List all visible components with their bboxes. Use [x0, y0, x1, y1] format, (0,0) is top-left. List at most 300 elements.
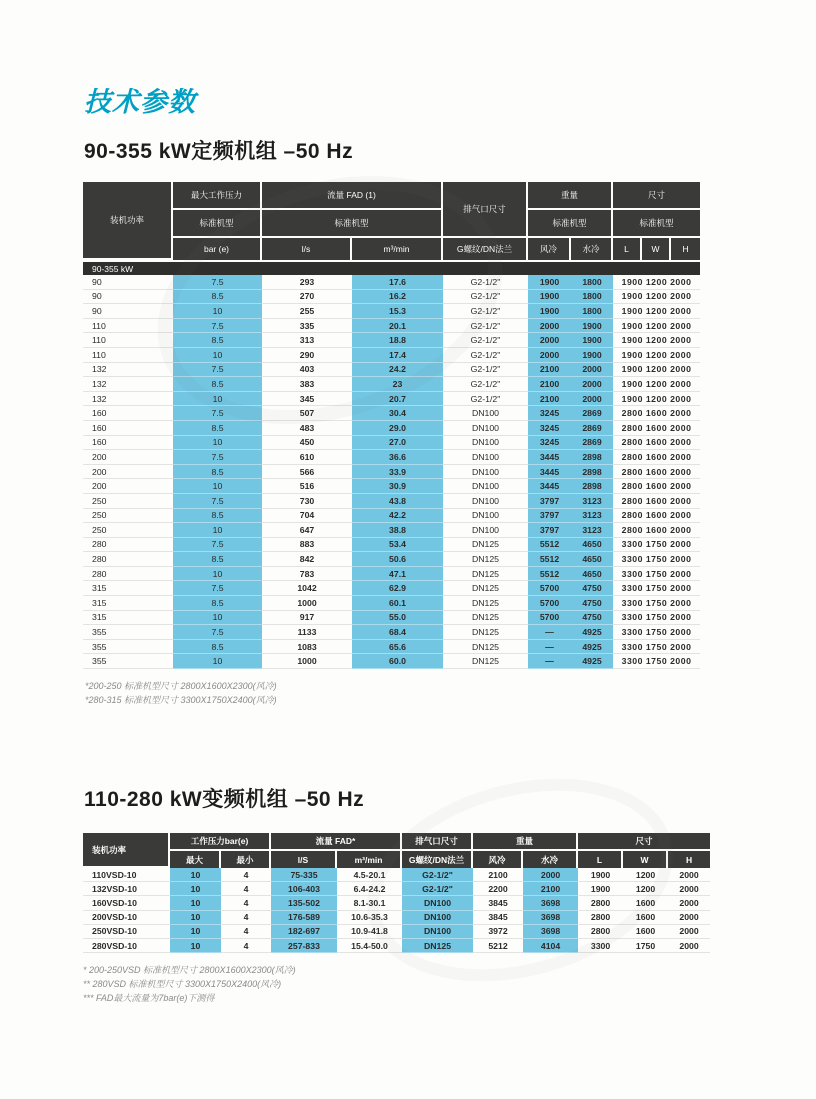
std-model-label: 标准机型 [262, 210, 443, 238]
table2-footnotes [83, 963, 816, 1005]
cell-flow-ls: 842 [262, 552, 352, 567]
cell-pressure-bar: 8.5 [173, 421, 262, 436]
cell-weight-air: 3797 [528, 523, 571, 538]
cell-flow-ls: 335 [262, 319, 352, 334]
cell-outlet-size: G2-1/2" [443, 275, 528, 290]
cell-pressure-min: 4 [221, 911, 271, 925]
cell-weight-water: 1900 [571, 319, 613, 334]
table-row [83, 911, 710, 925]
std-model-label: 标准机型 [528, 210, 613, 238]
cell-flow-ls: 883 [262, 538, 352, 553]
cell-dimensions: 2800 1600 2000 [613, 450, 700, 465]
cell-flow-ls: 255 [262, 304, 352, 319]
cell-pressure-bar: 10 [173, 523, 262, 538]
col-flow-fad: 流量 FAD (1) [262, 182, 443, 210]
cell-flow-m3min: 36.6 [352, 450, 443, 465]
cell-pressure-bar: 10 [173, 654, 262, 669]
cell-pressure-max: 10 [170, 882, 221, 896]
cell-weight-air: 3845 [473, 911, 523, 925]
header-row [83, 238, 700, 260]
table-row [83, 925, 710, 939]
cell-weight-water: 4650 [571, 538, 613, 553]
cell-flow-m3min: 23 [352, 377, 443, 392]
cell-weight-water: 3123 [571, 494, 613, 509]
cell-flow-m3min: 17.6 [352, 275, 443, 290]
cell-dimensions: 2800 1600 2000 [613, 494, 700, 509]
cell-flow-m3min: 65.6 [352, 640, 443, 655]
table-row [83, 509, 700, 524]
cell-outlet-size: DN125 [443, 552, 528, 567]
cell-power: 110 [83, 348, 173, 363]
cell-outlet-size: G2-1/2" [443, 319, 528, 334]
cell-flow-ls: 1133 [262, 625, 352, 640]
cell-flow-ls: 516 [262, 479, 352, 494]
cell-dimensions: 1900 1200 2000 [613, 275, 700, 290]
cell-weight-water: 3123 [571, 509, 613, 524]
cell-pressure-bar: 10 [173, 479, 262, 494]
cell-dim-h: 2000 [668, 868, 710, 882]
cell-power: 280 [83, 538, 173, 553]
cell-weight-air: 1900 [528, 275, 571, 290]
cell-weight-water: 4750 [571, 581, 613, 596]
cell-dim-w: 1600 [623, 896, 668, 910]
cell-outlet-size: DN100 [443, 523, 528, 538]
cell-model: 280VSD-10 [83, 939, 170, 953]
cell-flow-m3min: 68.4 [352, 625, 443, 640]
header-row [83, 210, 700, 238]
unit-min: 最小 [221, 851, 271, 868]
cell-pressure-bar: 10 [173, 611, 262, 626]
cell-power: 355 [83, 625, 173, 640]
cell-weight-air: 5700 [528, 611, 571, 626]
table-row [83, 406, 700, 421]
cell-outlet-size: G2-1/2" [443, 290, 528, 305]
cell-outlet-size: DN100 [402, 911, 473, 925]
std-model-label: 标准机型 [173, 210, 262, 238]
cell-weight-air: 5700 [528, 596, 571, 611]
cell-weight-water: 2000 [571, 392, 613, 407]
cell-pressure-bar: 10 [173, 436, 262, 451]
cell-weight-water: 1900 [571, 333, 613, 348]
col-installed-power: 装机功率 [83, 833, 170, 868]
table-row [83, 290, 700, 305]
cell-flow-m3min: 15.4-50.0 [337, 939, 402, 953]
cell-weight-air: 2200 [473, 882, 523, 896]
cell-flow-m3min: 27.0 [352, 436, 443, 451]
cell-dim-h: 2000 [668, 882, 710, 896]
cell-dimensions: 3300 1750 2000 [613, 625, 700, 640]
cell-flow-ls: 403 [262, 363, 352, 378]
cell-weight-water: 2898 [571, 465, 613, 480]
cell-weight-water: 4750 [571, 611, 613, 626]
table-row [83, 392, 700, 407]
unit-thread-flange: G螺纹/DN法兰 [443, 238, 528, 260]
unit-m3min: m³/min [352, 238, 443, 260]
cell-flow-ls: 345 [262, 392, 352, 407]
cell-outlet-size: DN125 [443, 625, 528, 640]
cell-flow-ls: 647 [262, 523, 352, 538]
cell-dimensions: 2800 1600 2000 [613, 421, 700, 436]
cell-pressure-bar: 8.5 [173, 509, 262, 524]
cell-pressure-bar: 8.5 [173, 465, 262, 480]
cell-power: 250 [83, 523, 173, 538]
table-row [83, 333, 700, 348]
header-row [83, 833, 710, 851]
cell-pressure-bar: 7.5 [173, 538, 262, 553]
cell-pressure-bar: 10 [173, 348, 262, 363]
cell-outlet-size: DN100 [443, 479, 528, 494]
cell-weight-water: 2869 [571, 406, 613, 421]
cell-pressure-bar: 8.5 [173, 290, 262, 305]
col-flow-fad: 流量 FAD* [271, 833, 402, 851]
cell-power: 280 [83, 567, 173, 582]
cell-weight-air: 2100 [528, 377, 571, 392]
cell-outlet-size: G2-1/2" [443, 363, 528, 378]
cell-dim-w: 1750 [623, 939, 668, 953]
cell-pressure-bar: 8.5 [173, 377, 262, 392]
cell-weight-water: 4104 [523, 939, 578, 953]
cell-flow-m3min: 10.9-41.8 [337, 925, 402, 939]
cell-pressure-bar: 10 [173, 567, 262, 582]
cell-flow-m3min: 24.2 [352, 363, 443, 378]
std-model-label: 标准机型 [613, 210, 700, 238]
page-title: 技术参数 [84, 87, 196, 117]
cell-flow-m3min: 20.1 [352, 319, 443, 334]
cell-outlet-size: G2-1/2" [443, 377, 528, 392]
cell-outlet-size: DN100 [402, 925, 473, 939]
cell-outlet-size: DN100 [443, 465, 528, 480]
unit-air-cooled: 风冷 [473, 851, 523, 868]
cell-dimensions: 3300 1750 2000 [613, 654, 700, 669]
cell-pressure-max: 10 [170, 896, 221, 910]
cell-model: 160VSD-10 [83, 896, 170, 910]
cell-flow-ls: 290 [262, 348, 352, 363]
cell-weight-air: 2100 [473, 868, 523, 882]
range-band-label: 90-355 kW [83, 260, 700, 275]
unit-ls: l/s [262, 238, 352, 260]
cell-pressure-bar: 7.5 [173, 363, 262, 378]
col-dimensions: 尺寸 [613, 182, 700, 210]
header-row [83, 851, 710, 868]
vsd-spec-table [83, 833, 710, 953]
cell-weight-water: 4750 [571, 596, 613, 611]
cell-weight-water: 1800 [571, 304, 613, 319]
cell-flow-m3min: 20.7 [352, 392, 443, 407]
cell-pressure-min: 4 [221, 925, 271, 939]
cell-weight-water: 1800 [571, 275, 613, 290]
cell-dimensions: 1900 1200 2000 [613, 333, 700, 348]
cell-dim-w: 1200 [623, 868, 668, 882]
cell-power: 355 [83, 640, 173, 655]
cell-weight-air: 5512 [528, 552, 571, 567]
footnote: * 200-250VSD 标准机型尺寸 2800X1600X2300(风冷) [83, 965, 296, 976]
cell-dimensions: 1900 1200 2000 [613, 392, 700, 407]
cell-pressure-bar: 8.5 [173, 333, 262, 348]
cell-model: 110VSD-10 [83, 868, 170, 882]
cell-flow-ls: 450 [262, 436, 352, 451]
unit-bar: bar (e) [173, 238, 262, 260]
table-row [83, 450, 700, 465]
table-row [83, 304, 700, 319]
cell-weight-water: 2869 [571, 436, 613, 451]
cell-weight-air: 2100 [528, 363, 571, 378]
cell-dimensions: 2800 1600 2000 [613, 523, 700, 538]
table-row [83, 939, 710, 953]
table-row [83, 479, 700, 494]
cell-weight-air: 3797 [528, 509, 571, 524]
footnote: *** FAD最大流量为7bar(e)下测得 [83, 993, 215, 1004]
cell-dimensions: 1900 1200 2000 [613, 319, 700, 334]
cell-weight-air: 1900 [528, 304, 571, 319]
cell-pressure-max: 10 [170, 939, 221, 953]
table-row [83, 567, 700, 582]
cell-dimensions: 3300 1750 2000 [613, 640, 700, 655]
cell-flow-m3min: 30.4 [352, 406, 443, 421]
cell-outlet-size: DN125 [443, 611, 528, 626]
cell-outlet-size: G2-1/2" [443, 348, 528, 363]
cell-flow-m3min: 50.6 [352, 552, 443, 567]
cell-dim-h: 2000 [668, 896, 710, 910]
table-row [83, 377, 700, 392]
cell-power: 160 [83, 421, 173, 436]
cell-flow-m3min: 8.1-30.1 [337, 896, 402, 910]
table-row [83, 538, 700, 553]
table-row [83, 596, 700, 611]
table-row [83, 868, 710, 882]
cell-weight-air: 5512 [528, 567, 571, 582]
cell-pressure-bar: 7.5 [173, 275, 262, 290]
unit-height: H [671, 238, 700, 260]
cell-flow-m3min: 18.8 [352, 333, 443, 348]
cell-flow-m3min: 17.4 [352, 348, 443, 363]
cell-power: 200 [83, 465, 173, 480]
cell-power: 315 [83, 596, 173, 611]
cell-power: 355 [83, 654, 173, 669]
cell-outlet-size: DN125 [443, 581, 528, 596]
cell-weight-water: 2898 [571, 450, 613, 465]
cell-dimensions: 3300 1750 2000 [613, 596, 700, 611]
cell-outlet-size: DN125 [443, 654, 528, 669]
cell-power: 110 [83, 319, 173, 334]
section1-title: 90-355 kW定频机组 –50 Hz [84, 140, 354, 163]
cell-outlet-size: G2-1/2" [402, 868, 473, 882]
cell-weight-air: 2000 [528, 333, 571, 348]
cell-pressure-bar: 7.5 [173, 450, 262, 465]
cell-weight-air: 3797 [528, 494, 571, 509]
cell-flow-ls: 917 [262, 611, 352, 626]
cell-power: 200 [83, 479, 173, 494]
cell-weight-air: 2000 [528, 319, 571, 334]
cell-weight-water: 4650 [571, 552, 613, 567]
cell-flow-ls: 313 [262, 333, 352, 348]
table-row [83, 436, 700, 451]
cell-weight-air: 5512 [528, 538, 571, 553]
cell-dimensions: 2800 1600 2000 [613, 406, 700, 421]
cell-outlet-size: G2-1/2" [443, 304, 528, 319]
cell-outlet-size: G2-1/2" [443, 392, 528, 407]
cell-flow-ls: 507 [262, 406, 352, 421]
cell-power: 90 [83, 275, 173, 290]
cell-pressure-bar: 8.5 [173, 552, 262, 567]
table-row [83, 494, 700, 509]
cell-dim-l: 2800 [578, 911, 623, 925]
cell-flow-ls: 135-502 [271, 896, 337, 910]
cell-weight-air: 2000 [528, 348, 571, 363]
cell-dimensions: 3300 1750 2000 [613, 567, 700, 582]
cell-weight-air: 3445 [528, 450, 571, 465]
cell-outlet-size: DN100 [443, 509, 528, 524]
cell-power: 132 [83, 363, 173, 378]
cell-weight-water: 2000 [523, 868, 578, 882]
cell-power: 132 [83, 392, 173, 407]
cell-outlet-size: DN100 [443, 494, 528, 509]
cell-dim-l: 2800 [578, 925, 623, 939]
cell-pressure-bar: 7.5 [173, 319, 262, 334]
cell-dim-h: 2000 [668, 925, 710, 939]
cell-dimensions: 3300 1750 2000 [613, 611, 700, 626]
col-outlet-size: 排气口尺寸 [402, 833, 473, 851]
cell-outlet-size: DN100 [402, 896, 473, 910]
unit-length: L [613, 238, 642, 260]
cell-dim-h: 2000 [668, 911, 710, 925]
cell-flow-m3min: 47.1 [352, 567, 443, 582]
table-row [83, 625, 700, 640]
cell-flow-ls: 483 [262, 421, 352, 436]
cell-pressure-max: 10 [170, 911, 221, 925]
cell-power: 250 [83, 509, 173, 524]
table-row [83, 654, 700, 669]
cell-flow-ls: 1000 [262, 596, 352, 611]
cell-weight-air: 3445 [528, 479, 571, 494]
col-outlet-size: 排气口尺寸 [443, 182, 528, 238]
cell-weight-water: 2869 [571, 421, 613, 436]
cell-weight-air: 3245 [528, 421, 571, 436]
col-weight: 重量 [528, 182, 613, 210]
unit-water-cooled: 水冷 [523, 851, 578, 868]
cell-weight-air: 3972 [473, 925, 523, 939]
cell-dim-w: 1600 [623, 911, 668, 925]
cell-dimensions: 2800 1600 2000 [613, 479, 700, 494]
cell-power: 160 [83, 406, 173, 421]
cell-dimensions: 2800 1600 2000 [613, 509, 700, 524]
cell-dimensions: 1900 1200 2000 [613, 290, 700, 305]
unit-width: W [642, 238, 671, 260]
cell-flow-m3min: 29.0 [352, 421, 443, 436]
cell-weight-air: 3445 [528, 465, 571, 480]
table-row [83, 319, 700, 334]
table-row [83, 896, 710, 910]
cell-dimensions: 3300 1750 2000 [613, 552, 700, 567]
cell-flow-m3min: 4.5-20.1 [337, 868, 402, 882]
cell-flow-m3min: 33.9 [352, 465, 443, 480]
cell-dimensions: 1900 1200 2000 [613, 363, 700, 378]
cell-flow-ls: 610 [262, 450, 352, 465]
cell-dim-w: 1200 [623, 882, 668, 896]
cell-flow-ls: 383 [262, 377, 352, 392]
table-row [83, 421, 700, 436]
cell-pressure-min: 4 [221, 868, 271, 882]
col-max-pressure: 最大工作压力 [173, 182, 262, 210]
col-working-pressure: 工作压力bar(e) [170, 833, 271, 851]
cell-weight-water: 4925 [571, 654, 613, 669]
footnote: *200-250 标准机型尺寸 2800X1600X2300(风冷) [85, 681, 277, 692]
table-row [83, 640, 700, 655]
cell-pressure-bar: 7.5 [173, 581, 262, 596]
cell-pressure-bar: 7.5 [173, 494, 262, 509]
cell-weight-air: 1900 [528, 290, 571, 305]
cell-dimensions: 1900 1200 2000 [613, 348, 700, 363]
cell-outlet-size: DN100 [443, 421, 528, 436]
cell-flow-ls: 257-833 [271, 939, 337, 953]
cell-flow-ls: 293 [262, 275, 352, 290]
col-dimensions: 尺寸 [578, 833, 710, 851]
cell-power: 132 [83, 377, 173, 392]
cell-flow-ls: 704 [262, 509, 352, 524]
cell-flow-m3min: 38.8 [352, 523, 443, 538]
cell-weight-water: 1900 [571, 348, 613, 363]
cell-flow-ls: 75-335 [271, 868, 337, 882]
table1-footnotes [85, 679, 816, 707]
cell-dim-l: 1900 [578, 882, 623, 896]
unit-air-cooled: 风冷 [528, 238, 571, 260]
cell-pressure-bar: 8.5 [173, 640, 262, 655]
cell-dimensions: 2800 1600 2000 [613, 465, 700, 480]
table-row [83, 611, 700, 626]
fixed-speed-spec-table [83, 182, 700, 669]
cell-outlet-size: DN125 [443, 538, 528, 553]
cell-weight-water: 4925 [571, 640, 613, 655]
cell-weight-air: — [528, 654, 571, 669]
cell-pressure-min: 4 [221, 939, 271, 953]
cell-flow-m3min: 6.4-24.2 [337, 882, 402, 896]
cell-weight-water: 1800 [571, 290, 613, 305]
cell-outlet-size: DN100 [443, 450, 528, 465]
cell-power: 90 [83, 290, 173, 305]
cell-outlet-size: DN125 [402, 939, 473, 953]
cell-weight-air: 5212 [473, 939, 523, 953]
cell-flow-m3min: 42.2 [352, 509, 443, 524]
cell-flow-m3min: 30.9 [352, 479, 443, 494]
cell-weight-water: 3123 [571, 523, 613, 538]
cell-flow-m3min: 43.8 [352, 494, 443, 509]
table-row [83, 275, 700, 290]
cell-dimensions: 1900 1200 2000 [613, 304, 700, 319]
cell-flow-ls: 182-697 [271, 925, 337, 939]
cell-weight-water: 3698 [523, 911, 578, 925]
unit-thread-flange: G螺纹/DN法兰 [402, 851, 473, 868]
cell-dim-h: 2000 [668, 939, 710, 953]
cell-dimensions: 3300 1750 2000 [613, 538, 700, 553]
cell-flow-ls: 270 [262, 290, 352, 305]
cell-pressure-min: 4 [221, 882, 271, 896]
cell-flow-m3min: 10.6-35.3 [337, 911, 402, 925]
cell-power: 200 [83, 450, 173, 465]
cell-flow-ls: 1042 [262, 581, 352, 596]
unit-length: L [578, 851, 623, 868]
cell-model: 200VSD-10 [83, 911, 170, 925]
cell-model: 250VSD-10 [83, 925, 170, 939]
table-row [83, 363, 700, 378]
cell-power: 315 [83, 581, 173, 596]
cell-flow-m3min: 62.9 [352, 581, 443, 596]
cell-outlet-size: G2-1/2" [402, 882, 473, 896]
cell-flow-m3min: 53.4 [352, 538, 443, 553]
cell-flow-m3min: 60.0 [352, 654, 443, 669]
cell-dimensions: 1900 1200 2000 [613, 377, 700, 392]
unit-width: W [623, 851, 668, 868]
cell-outlet-size: DN125 [443, 596, 528, 611]
cell-flow-m3min: 60.1 [352, 596, 443, 611]
